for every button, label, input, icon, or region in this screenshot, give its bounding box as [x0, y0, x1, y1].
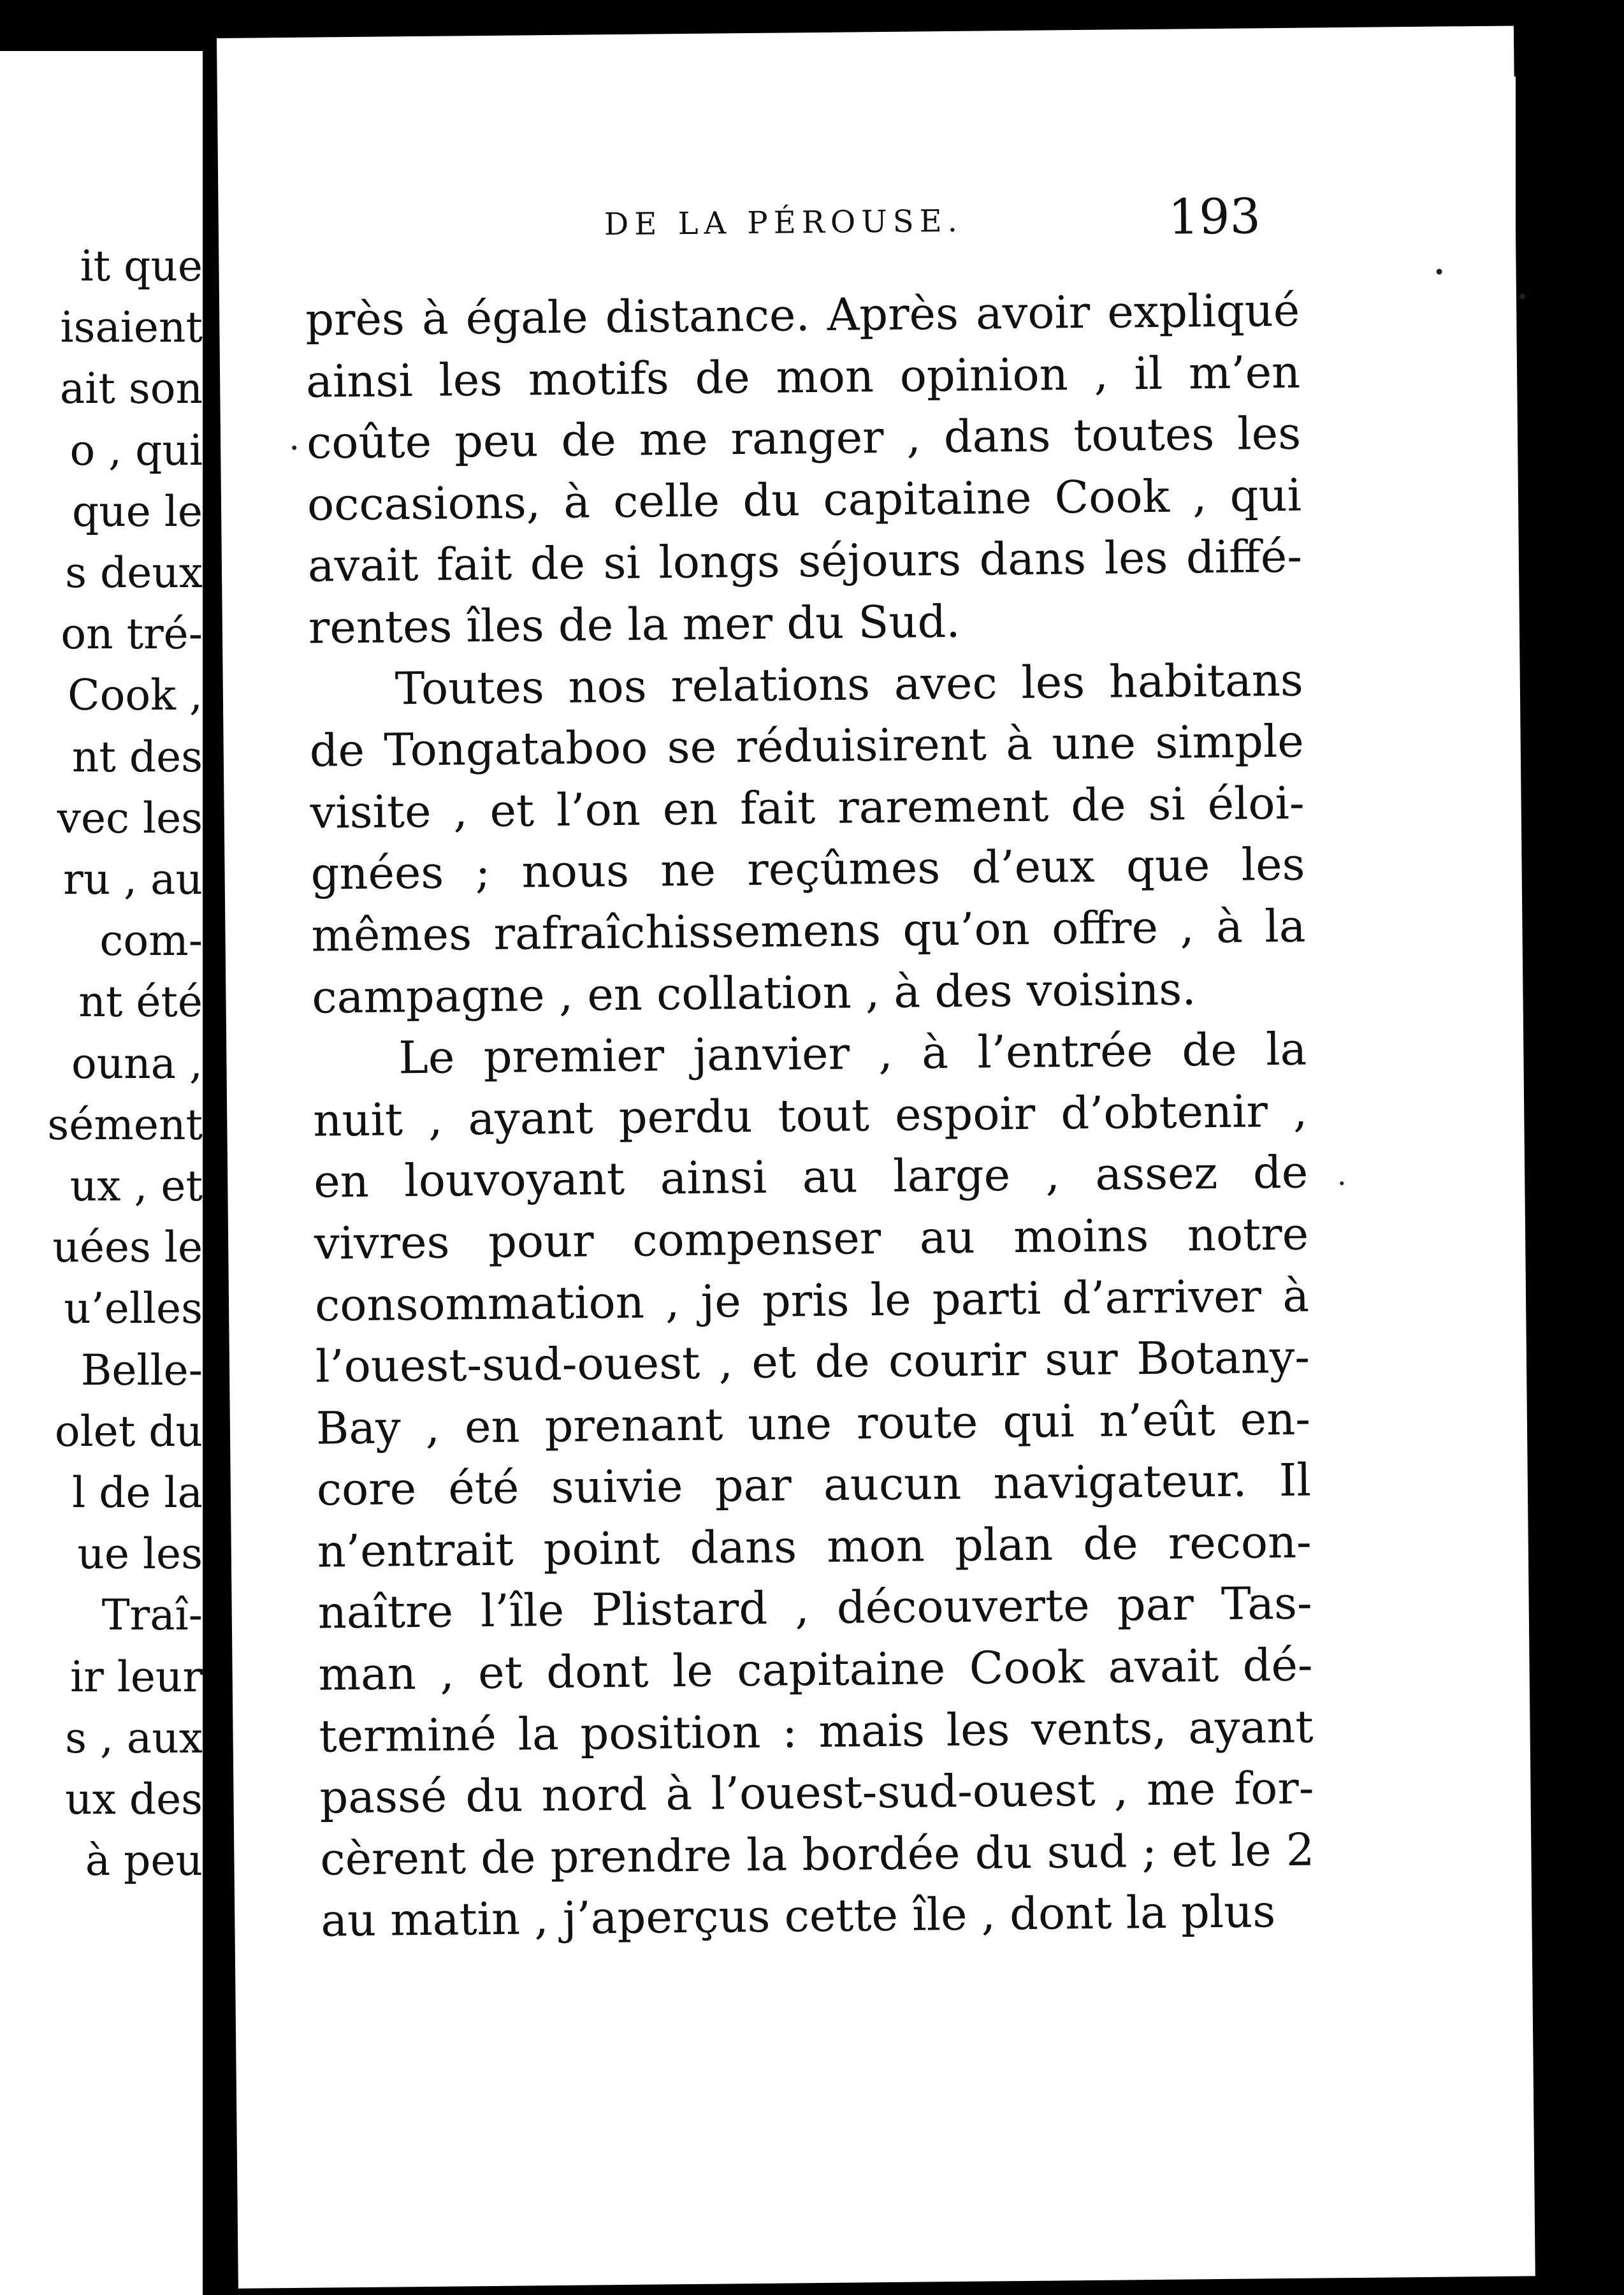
ink-speck — [1437, 269, 1442, 275]
left-facing-page — [0, 51, 203, 2295]
left-page-fragment: on tré- — [61, 609, 203, 659]
running-title: DE LA PÉROUSE. — [604, 203, 964, 243]
text-line: core été suivie par aucun navigateur. Il — [316, 1454, 1312, 1516]
ink-speck — [292, 446, 296, 450]
text-line: passé du nord à l’ouest-sud-ouest , me for- — [319, 1761, 1314, 1824]
text-line: visite , et l’on en fait rarement de si éloi- — [310, 776, 1305, 839]
text-line: ainsi les motifs de mon opinion , il m’en — [305, 346, 1301, 408]
left-page-fragment: ru , au — [63, 855, 203, 904]
left-page-fragment: nt été — [78, 977, 203, 1027]
page-number: 193 — [1168, 187, 1261, 245]
running-head — [218, 185, 1516, 255]
left-page-fragment: u’elles — [64, 1284, 203, 1334]
left-page-fragment: à peu — [85, 1836, 203, 1886]
left-page-fragment: Belle- — [80, 1345, 203, 1395]
left-page-fragment: ux des — [65, 1775, 203, 1824]
text-line: terminé la position : mais les vents, ayant — [319, 1700, 1314, 1763]
text-line: campagne , en collation , à des voisins. — [312, 962, 1196, 1024]
left-page-fragment: uées le — [52, 1223, 203, 1272]
ink-speck — [1519, 293, 1525, 299]
left-page-fragment: que le — [72, 486, 203, 536]
text-line: gnées ; nous ne reçûmes d’eux que les — [310, 838, 1305, 900]
left-page-fragment: ux , et — [69, 1162, 203, 1211]
text-line: nuit , ayant perdu tout espoir d’obtenir , — [312, 1084, 1308, 1147]
text-line: naître l’île Plistard , découverte par Tas- — [317, 1577, 1313, 1640]
left-page-fragment: ir leur — [70, 1652, 203, 1701]
text-line: rentes îles de la mer du Sud. — [308, 595, 961, 654]
left-page-fragment: ait son — [59, 364, 203, 414]
text-line: Bay , en prenant une route qui n’eût en- — [315, 1392, 1311, 1455]
left-page-fragment: ouna , — [71, 1038, 203, 1088]
text-line: près à égale distance. Après avoir expliqué — [305, 284, 1300, 346]
text-line: n’entrait point dans mon plan de recon- — [317, 1515, 1312, 1578]
text-line: coûte peu de me ranger , dans toutes les — [306, 407, 1301, 469]
left-page-fragment: Traî- — [101, 1591, 203, 1640]
text-line: occasions, à celle du capitaine Cook , qui — [307, 469, 1302, 531]
ink-speck — [1340, 1181, 1344, 1185]
left-page-fragment: vec les — [57, 793, 203, 843]
right-page — [217, 26, 1535, 2288]
text-line: consommation , je pris le parti d’arriver à — [314, 1269, 1310, 1332]
left-page-fragment: s , aux — [65, 1713, 203, 1763]
text-line: avait fait de si longs séjours dans les diffé- — [307, 530, 1303, 593]
text-line: en louvoyant ainsi au large , assez de — [313, 1146, 1309, 1208]
text-line: mêmes rafraîchissemens qu’on offre , à la — [311, 900, 1306, 962]
text-line: cèrent de prendre la bordée du sud ; et le 2 — [320, 1823, 1315, 1886]
text-line: au matin , j’aperçus cette île , dont la plus — [320, 1885, 1276, 1948]
left-page-fragment: isaient — [60, 303, 203, 353]
left-page-fragment: s deux — [65, 548, 203, 597]
left-page-fragment: sément — [47, 1100, 203, 1149]
left-page-fragment: l de la — [72, 1468, 203, 1517]
text-line: l’ouest-sud-ouest , et de courir sur Botany- — [315, 1330, 1310, 1393]
left-page-fragment: ue les — [77, 1529, 203, 1579]
text-line: Le premier janvier , à l’entrée de la — [398, 1023, 1307, 1084]
text-line: de Tongataboo se réduisirent à une simple — [309, 715, 1305, 777]
left-page-fragment: com- — [99, 916, 203, 966]
text-line: vivres pour compenser au moins notre — [314, 1207, 1309, 1270]
left-page-fragment: o , qui — [69, 425, 203, 475]
body-text — [305, 280, 1316, 1952]
left-page-fragment: Cook , — [68, 671, 203, 720]
left-page-fragment: nt des — [71, 732, 203, 782]
text-line: man , et dont le capitaine Cook avait dé- — [318, 1638, 1313, 1701]
left-page-fragment: olet du — [54, 1406, 203, 1456]
left-page-fragment: it que — [80, 242, 203, 291]
text-line: Toutes nos relations avec les habitans — [395, 653, 1304, 715]
